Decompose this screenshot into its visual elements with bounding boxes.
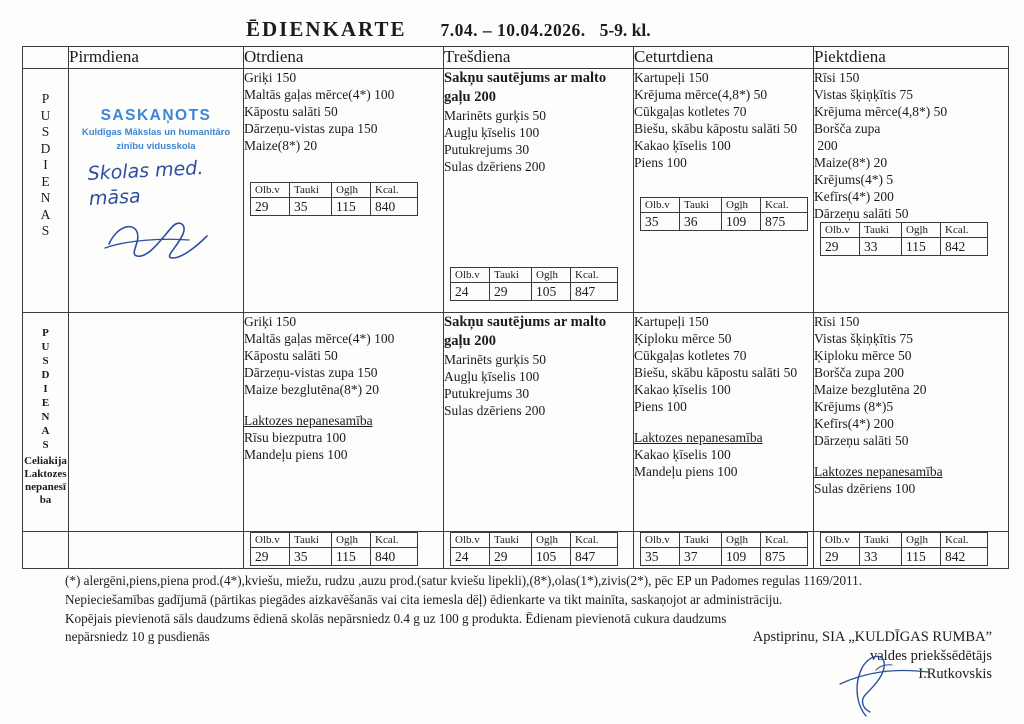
footnote-line: (*) alergēni,piens,piena prod.(4*),kviešu, miežu, rudzu ,auzu prod.(satur kviešu lipekli),(8*),olas(1*),zivis(2*), pēc EP un Padomes regulas 1169/2011. bbox=[65, 573, 863, 588]
menu-item: Maize(8*) 20 bbox=[244, 138, 318, 153]
lactose-section bbox=[244, 412, 443, 463]
nutrition-value: 847 bbox=[570, 547, 618, 566]
menu-item: Maltās gaļas mērce(4*) 100 bbox=[244, 331, 395, 346]
menu-item: Augļu ķīselis 100 bbox=[444, 369, 540, 384]
day-header-tresdiena: Trešdiena bbox=[444, 47, 634, 69]
nutrition-table bbox=[450, 267, 617, 301]
nutrition-value: 37 bbox=[679, 547, 722, 566]
document-title bbox=[246, 17, 651, 42]
menu-item: Biešu, skābu kāpostu salāti 50 bbox=[634, 121, 798, 136]
label-line: ba bbox=[39, 494, 52, 506]
nutrition-table bbox=[250, 182, 417, 216]
day-header-piektdiena: Piektdiena bbox=[814, 47, 1009, 69]
nutrition-value: 842 bbox=[940, 547, 988, 566]
menu-item: Sulas dzēriens 100 bbox=[814, 481, 916, 496]
vertical-letter: P bbox=[41, 91, 50, 106]
vertical-letter: U bbox=[41, 341, 50, 353]
approval-role: valdes priekšsēdētājs bbox=[869, 647, 992, 664]
nutrition-value: 840 bbox=[370, 197, 418, 216]
nutrition-value: 875 bbox=[760, 212, 808, 231]
menu-item: Kefīrs(4*) 200 bbox=[814, 189, 894, 204]
nutrition-header: Kcal. bbox=[760, 532, 808, 548]
menu-item: Marinēts gurķis 50 bbox=[444, 352, 546, 367]
menu-item: Vistas šķiņķītis 75 bbox=[814, 87, 913, 102]
label-line: Laktozes bbox=[24, 468, 67, 480]
nutrition-value: 875 bbox=[760, 547, 808, 566]
menu-item: Marinēts gurķis 50 bbox=[444, 108, 546, 123]
menu-item: Mandeļu piens 100 bbox=[634, 464, 738, 479]
lunch-row bbox=[23, 69, 1009, 313]
nutrition-header: Tauki bbox=[679, 532, 722, 548]
nutrition-header: Tauki bbox=[289, 182, 332, 198]
nutrition-header: Ogļh bbox=[721, 532, 761, 548]
menu-item: Piens 100 bbox=[634, 155, 687, 170]
vertical-letter: U bbox=[40, 107, 51, 123]
nutrition-value: 24 bbox=[450, 547, 490, 566]
cell-special-ceturtdiena bbox=[634, 313, 814, 532]
cell-lunch-ceturtdiena bbox=[634, 69, 814, 313]
footnote-line: nepārsniedz 10 g pusdienās bbox=[65, 629, 210, 645]
nutrition-header: Olb.v bbox=[250, 182, 290, 198]
menu-item: Maize bezglutēna 20 bbox=[814, 382, 927, 397]
menu-item: Boršča zupa 200 bbox=[814, 365, 904, 380]
menu-item: Krējuma mērce(4,8*) 50 bbox=[814, 104, 948, 119]
menu-item: Kakao ķīselis 100 bbox=[634, 382, 731, 397]
stamp-school-line1: Kuldīgas Mākslas un humanitāro bbox=[81, 127, 231, 138]
nutrition-header: Tauki bbox=[289, 532, 332, 548]
menu-item: Krējums (8*)5 bbox=[814, 399, 894, 414]
nutrition-value: 109 bbox=[721, 212, 761, 231]
vertical-letter: S bbox=[42, 439, 49, 451]
menu-item: Putukrejums 30 bbox=[444, 142, 530, 157]
nutrition-value: 33 bbox=[859, 237, 902, 256]
vertical-letter: E bbox=[41, 173, 50, 189]
menu-item: Vistas šķiņķītis 75 bbox=[814, 331, 913, 346]
vertical-letter: I bbox=[43, 383, 48, 395]
lactose-section bbox=[814, 463, 1008, 497]
menu-list bbox=[244, 69, 443, 154]
menu-list bbox=[444, 313, 633, 419]
menu-item: Griķi 150 bbox=[244, 314, 297, 329]
nutrition-value: 29 bbox=[489, 282, 532, 301]
nutrition-header: Tauki bbox=[859, 222, 902, 238]
menu-item: Dārzeņu salāti 50 bbox=[814, 433, 909, 448]
nutrition-value: 115 bbox=[901, 237, 941, 256]
lactose-heading: Laktozes nepanesamība bbox=[634, 430, 763, 445]
title-word: ĒDIENKARTE bbox=[246, 17, 407, 41]
nutrition-value: 29 bbox=[489, 547, 532, 566]
menu-item: Sulas dzēriens 200 bbox=[444, 159, 546, 174]
cell-bottom-nutrition-piektdiena bbox=[814, 532, 1009, 569]
menu-item: Maize bezglutēna(8*) 20 bbox=[244, 382, 379, 397]
menu-list bbox=[444, 69, 633, 175]
menu-item: Cūkgaļas kotletes 70 bbox=[634, 104, 747, 119]
cell-special-otrdiena bbox=[244, 313, 444, 532]
label-line: Celiakija bbox=[24, 455, 67, 467]
lunch-row-label bbox=[23, 69, 69, 313]
title-grade-range: 5-9. kl. bbox=[599, 20, 651, 40]
vertical-letter: S bbox=[42, 355, 49, 367]
nutrition-header: Olb.v bbox=[640, 532, 680, 548]
lactose-section bbox=[634, 429, 813, 480]
approval-company: Apstiprinu, SIA „KULDĪGAS RUMBA” bbox=[752, 629, 992, 645]
menu-item: Griķi 150 bbox=[244, 70, 297, 85]
stamp-school-line2: zinību vidusskola bbox=[116, 140, 196, 152]
menu-item: Sulas dzēriens 200 bbox=[444, 403, 546, 418]
handwriting-line: māsa bbox=[88, 185, 142, 210]
menu-list bbox=[814, 313, 1008, 449]
nutrition-header: Kcal. bbox=[940, 532, 988, 548]
menu-item: Kefīrs(4*) 200 bbox=[814, 416, 894, 431]
vertical-letter: N bbox=[41, 411, 50, 423]
nutrition-value: 105 bbox=[531, 282, 571, 301]
menu-item: Piens 100 bbox=[634, 399, 687, 414]
chairman-signature bbox=[832, 648, 932, 724]
menu-item: Kartupeļi 150 bbox=[634, 70, 709, 85]
label-line: nepanesī bbox=[25, 481, 66, 493]
nutrition-value: 33 bbox=[859, 547, 902, 566]
menu-item: 200 bbox=[814, 138, 838, 153]
cell-special-pirmdiena-empty bbox=[69, 313, 244, 532]
nutrition-value: 36 bbox=[679, 212, 722, 231]
vertical-letter: I bbox=[43, 157, 48, 172]
cell-special-piektdiena bbox=[814, 313, 1009, 532]
cell-bottom-nutrition-tresdiena bbox=[444, 532, 634, 569]
nutrition-value: 847 bbox=[570, 282, 618, 301]
bottom-nutrition-row bbox=[23, 532, 1009, 569]
vertical-letter: S bbox=[41, 223, 50, 238]
nutrition-value: 35 bbox=[640, 547, 680, 566]
cell-bottom-nutrition-otrdiena bbox=[244, 532, 444, 569]
footnote-line: Nepieciešamības gadījumā (pārtikas piegādes aizkavēšanās vai cita iemesla dēļ) ēdienkarte va tikt mainīta, saskaņojot ar administrāciju. bbox=[65, 591, 783, 607]
cell-special-tresdiena bbox=[444, 313, 634, 532]
nutrition-header: Ogļh bbox=[331, 532, 371, 548]
footnotes bbox=[65, 572, 862, 647]
nutrition-header: Kcal. bbox=[570, 267, 618, 283]
menu-item: Krējums(4*) 5 bbox=[814, 172, 894, 187]
menu-item: Mandeļu piens 100 bbox=[244, 447, 348, 462]
nutrition-header: Kcal. bbox=[570, 532, 618, 548]
day-header-otrdiena: Otrdiena bbox=[244, 47, 444, 69]
vertical-label-pusdienas bbox=[23, 69, 68, 240]
vertical-letter: A bbox=[40, 206, 51, 222]
day-header-row bbox=[23, 47, 1009, 69]
vertical-label-pusdienas-special bbox=[23, 313, 68, 452]
nutrition-table bbox=[450, 532, 617, 566]
special-diet-row bbox=[23, 313, 1009, 532]
nutrition-table bbox=[820, 222, 987, 256]
nutrition-header: Olb.v bbox=[250, 532, 290, 548]
footnote-line: Kopējais pievienotā sāls daudzums ēdienā skolās nepārsniedz 0.4 g uz 100 g produkta. Ēdienam pievienotā cukura daudzums bbox=[65, 610, 727, 626]
nutrition-header: Tauki bbox=[489, 532, 532, 548]
vertical-letter: N bbox=[40, 190, 51, 205]
nutrition-value: 105 bbox=[531, 547, 571, 566]
nutrition-value: 840 bbox=[370, 547, 418, 566]
menu-item: Augļu ķīselis 100 bbox=[444, 125, 540, 140]
nutrition-value: 842 bbox=[940, 237, 988, 256]
nutrition-header: Olb.v bbox=[450, 267, 490, 283]
nurse-signature bbox=[103, 214, 243, 267]
nutrition-value: 29 bbox=[820, 237, 860, 256]
nutrition-value: 24 bbox=[450, 282, 490, 301]
menu-item: Kakao ķīselis 100 bbox=[634, 447, 731, 462]
menu-item: Dārzeņu salāti 50 bbox=[814, 206, 909, 221]
approval-stamp bbox=[69, 107, 243, 152]
nutrition-header: Ogļh bbox=[531, 532, 571, 548]
menu-list bbox=[634, 313, 813, 415]
nutrition-header: Olb.v bbox=[820, 222, 860, 238]
nutrition-header: Kcal. bbox=[760, 197, 808, 213]
nutrition-header: Kcal. bbox=[370, 182, 418, 198]
handwritten-note bbox=[87, 154, 244, 212]
nutrition-value: 115 bbox=[901, 547, 941, 566]
bottom-pirmdiena-empty bbox=[69, 532, 244, 569]
vertical-letter: D bbox=[41, 369, 50, 381]
nutrition-table bbox=[820, 532, 987, 566]
nutrition-header: Olb.v bbox=[640, 197, 680, 213]
vertical-letter: P bbox=[42, 327, 49, 339]
vertical-letter: D bbox=[40, 140, 51, 156]
menu-list bbox=[814, 69, 1008, 222]
cell-lunch-tresdiena bbox=[444, 69, 634, 313]
menu-item: Rīsu biezputra 100 bbox=[244, 430, 346, 445]
nutrition-header: Kcal. bbox=[370, 532, 418, 548]
bottom-label-empty bbox=[23, 532, 69, 569]
nutrition-value: 115 bbox=[331, 197, 371, 216]
menu-item: Sakņu sautējums ar malto gaļu 200 bbox=[444, 70, 607, 105]
vertical-letter: S bbox=[41, 124, 50, 139]
approval-name: I.Rutkovskis bbox=[918, 666, 992, 682]
nutrition-header: Olb.v bbox=[820, 532, 860, 548]
title-date-range: 7.04. – 10.04.2026. bbox=[440, 20, 586, 40]
nutrition-header: Tauki bbox=[489, 267, 532, 283]
lactose-heading: Laktozes nepanesamība bbox=[244, 413, 373, 428]
menu-table bbox=[22, 46, 1009, 569]
nutrition-table bbox=[640, 197, 807, 231]
cell-bottom-nutrition-ceturtdiena bbox=[634, 532, 814, 569]
menu-item: Cūkgaļas kotletes 70 bbox=[634, 348, 747, 363]
special-diet-row-label bbox=[23, 313, 69, 532]
menu-item: Rīsi 150 bbox=[814, 314, 860, 329]
menu-item: Biešu, skābu kāpostu salāti 50 bbox=[634, 365, 798, 380]
label-celiac-lactose bbox=[23, 455, 68, 507]
nutrition-header: Ogļh bbox=[531, 267, 571, 283]
nutrition-value: 29 bbox=[250, 197, 290, 216]
nutrition-header: Ogļh bbox=[901, 222, 941, 238]
nutrition-header: Ogļh bbox=[721, 197, 761, 213]
nutrition-value: 29 bbox=[250, 547, 290, 566]
cell-lunch-piektdiena bbox=[814, 69, 1009, 313]
nutrition-header: Ogļh bbox=[901, 532, 941, 548]
menu-item: Putukrejums 30 bbox=[444, 386, 530, 401]
vertical-letter: A bbox=[41, 425, 50, 437]
menu-item: Kakao ķīselis 100 bbox=[634, 138, 731, 153]
menu-item: Maltās gaļas mērce(4*) 100 bbox=[244, 87, 395, 102]
nutrition-header: Kcal. bbox=[940, 222, 988, 238]
nutrition-value: 115 bbox=[331, 547, 371, 566]
stamp-title: SASKAŅOTS bbox=[100, 107, 212, 124]
nutrition-header: Ogļh bbox=[331, 182, 371, 198]
vertical-letter: E bbox=[41, 397, 50, 409]
menu-item: Ķiploku mērce 50 bbox=[634, 331, 732, 346]
nutrition-table bbox=[250, 532, 417, 566]
menu-item: Sakņu sautējums ar malto gaļu 200 bbox=[444, 314, 607, 349]
corner-cell bbox=[23, 47, 69, 69]
nutrition-table bbox=[640, 532, 807, 566]
menu-item: Krējuma mērce(4,8*) 50 bbox=[634, 87, 768, 102]
nutrition-value: 35 bbox=[289, 197, 332, 216]
handwriting-line: Skolas med. bbox=[87, 156, 204, 185]
menu-item: Rīsi 150 bbox=[814, 70, 860, 85]
lactose-heading: Laktozes nepanesamība bbox=[814, 464, 943, 479]
menu-item: Kartupeļi 150 bbox=[634, 314, 709, 329]
nutrition-value: 29 bbox=[820, 547, 860, 566]
menu-list bbox=[244, 313, 443, 398]
menu-item: Dārzeņu-vistas zupa 150 bbox=[244, 121, 378, 136]
day-header-ceturtdiena: Ceturtdiena bbox=[634, 47, 814, 69]
menu-item: Boršča zupa bbox=[814, 121, 881, 136]
nutrition-header: Olb.v bbox=[450, 532, 490, 548]
nutrition-header: Tauki bbox=[679, 197, 722, 213]
menu-item: Kāpostu salāti 50 bbox=[244, 104, 338, 119]
menu-item: Dārzeņu-vistas zupa 150 bbox=[244, 365, 378, 380]
menu-item: Kāpostu salāti 50 bbox=[244, 348, 338, 363]
nutrition-header: Tauki bbox=[859, 532, 902, 548]
menu-list bbox=[634, 69, 813, 171]
cell-monday-approval bbox=[69, 69, 244, 313]
day-header-pirmdiena: Pirmdiena bbox=[69, 47, 244, 69]
menu-item: Ķiploku mērce 50 bbox=[814, 348, 912, 363]
nutrition-value: 35 bbox=[640, 212, 680, 231]
menu-item: Maize(8*) 20 bbox=[814, 155, 888, 170]
nutrition-value: 109 bbox=[721, 547, 761, 566]
cell-lunch-otrdiena bbox=[244, 69, 444, 313]
nutrition-value: 35 bbox=[289, 547, 332, 566]
